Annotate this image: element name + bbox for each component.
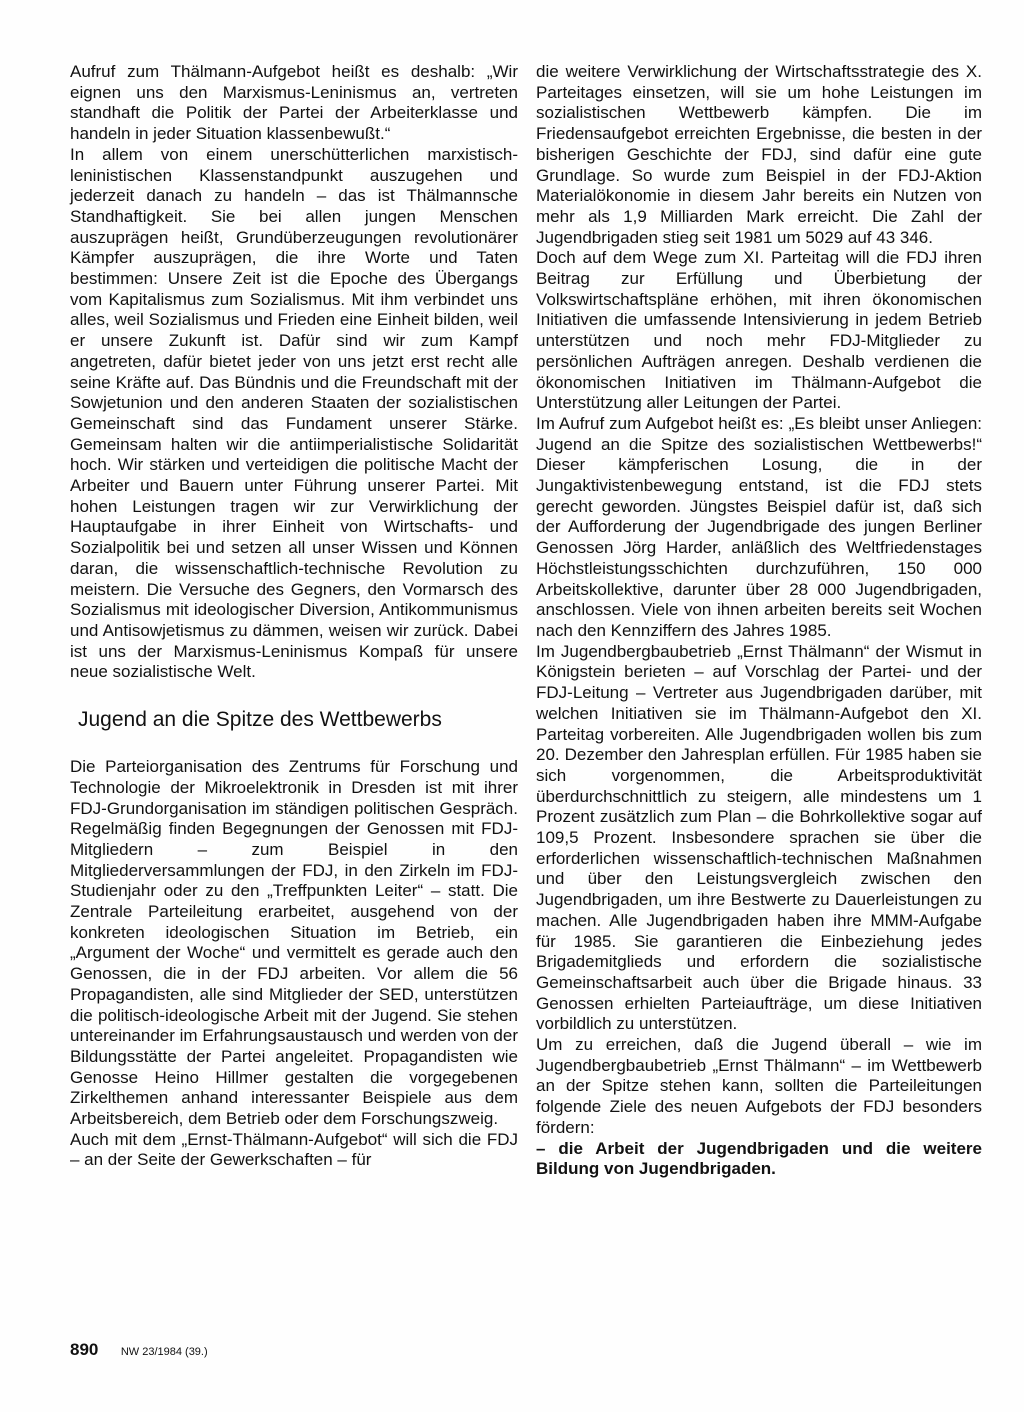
page-footer [70,1340,208,1360]
paragraph: Aufruf zum Thälmann-Aufgebot heißt es deshalb: „Wir eignen uns den Marxismus-Leninismus an, vertreten standhaft die Politik der Partei der Arbeiterklasse und handeln in jeder Situation klassenbewußt.“ [70,62,518,144]
right-column [536,62,982,1180]
paragraph: Die Parteiorganisation des Zentrums für Forschung und Technologie der Mikroelektronik in Dresden ist mit ihrer FDJ-Grundorganisation im ständigen politischen Gespräch. Regelmäßig finden Begegnungen der Genossen mit FDJ-Mitgliedern – zum Beispiel in den Mitgliederversammlungen der FDJ, in den Zirkeln im FDJ-Studienjahr oder zu den „Treffpunkten Leiter“ – statt. Die Zentrale Parteileitung erarbeitet, ausgehend von der konkreten ideologischen Situation im Betrieb, ein „Argument der Woche“ und vermittelt es gerade auch den Genossen, die in der FDJ arbeiten. Vor allem die 56 Propagandisten, alle sind Mitglieder der SED, unterstützen die politisch-ideologische Arbeit mit der Jugend. Sie stehen untereinander im Erfahrungsaustausch und werden von der Bildungsstätte der Partei angeleitet. Propagandisten wie Genosse Heino Hillmer gestalten die vorgegebenen Zirkelthemen anhand interessanter Beispiele aus dem Arbeitsbereich, dem Betrieb oder dem Forschungszweig. [70,757,518,1129]
paragraph: Auch mit dem „Ernst-Thälmann-Aufgebot“ will sich die FDJ – an der Seite der Gewerkschaften – für [70,1129,518,1170]
paragraph: die weitere Verwirklichung der Wirtschaftsstrategie des X. Parteitages einsetzen, will sie um hohe Leistungen im sozialistischen Wettbewerb kämpfen. Die im Friedensaufgebot erreichten Ergebnisse, die besten in der bisherigen Geschichte der FDJ, sind dafür eine gute Grundlage. So wurde zum Beispiel in der FDJ-Aktion Materialökonomie in diesem Jahr bereits ein Nutzen von mehr als 1,9 Milliarden Mark erreicht. Die Zahl der Jugendbrigaden stieg seit 1981 um 5029 auf 43 346. [536,62,982,247]
bold-list-item: – die Arbeit der Jugendbrigaden und die weitere Bildung von Jugendbrigaden. [536,1138,982,1179]
paragraph: Doch auf dem Wege zum XI. Parteitag will die FDJ ihren Beitrag zur Erfüllung und Überbietung der Volkswirtschaftspläne erhöhen, mit ihren ökonomischen Initiativen die umfassende Intensivierung in jedem Betrieb unterstützen und noch mehr FDJ-Mitglieder zu persönlichen Aufträgen anregen. Deshalb verdienen die ökonomischen Initiativen im Thälmann-Aufgebot die Unterstützung aller Leitungen der Partei. [536,248,982,413]
paragraph: Im Aufruf zum Aufgebot heißt es: „Es bleibt unser Anliegen: Jugend an die Spitze des sozialistischen Wettbewerbs!“ Dieser kämpferischen Losung, die in der Jungaktivistenbewegung entstand, ist die FDJ stets gerecht geworden. Jüngstes Beispiel dafür ist, daß sich der Aufforderung der Jugendbrigade des jungen Berliner Genossen Jörg Harder, anläßlich des Weltfriedenstages Höchstleistungsschichten durchzuführen, 150 000 Arbeitskollektive, darunter über 28 000 Jugendbrigaden, anschlossen. Viele von ihnen arbeiten bereits seit Wochen nach den Kennziffern des Jahres 1985. [536,413,982,640]
issue-reference: NW 23/1984 (39.) [120,1346,208,1358]
left-column [70,62,518,1171]
paragraph: In allem von einem unerschütterlichen marxistisch-leninistischen Klassenstandpunkt auszugehen und jederzeit danach zu handeln – das ist Thälmannsche Standhaftigkeit. Sie bei allen jungen Menschen auszuprägen heißt, Grundüberzeugungen revolutionärer Kämpfer auszuprägen, die ihre Worte und Taten bestimmen: Unsere Zeit ist die Epoche des Übergangs vom Kapitalismus zum Sozialismus. Mit ihm verbindet uns alles, weil Sozialismus und Frieden eine Einheit bilden, weil er unsere Zukunft ist. Dafür sind wir zum Kampf angetreten, dafür bietet jeder von uns jetzt erst recht alle seine Kräfte auf. Das Bündnis und die Freundschaft mit der Sowjetunion und den anderen Staaten der sozialistischen Gemeinschaft sind das Fundament unserer Stärke. Gemeinsam halten wir die antiimperialistische Solidarität hoch. Wir stärken und verteidigen die politische Macht der Arbeiter und Bauern unter Führung unserer Partei. Mit hohen Leistungen tragen wir zur Verwirklichung der Hauptaufgabe in ihrer Einheit von Wirtschafts- und Sozialpolitik bei und setzen all unser Wissen und Können daran, die wissenschaftlich-technische Revolution zu meistern. Die Versuche des Gegners, den Vormarsch des Sozialismus mit ideologischer Diversion, Antikommunismus und Antisowjetismus zu dämmen, weisen wir zurück. Dabei ist uns der Marxismus-Leninismus Kompaß für unsere neue sozialistische Welt. [70,144,518,682]
paragraph: Um zu erreichen, daß die Jugend überall – wie im Jugendbergbaubetrieb „Ernst Thälmann“ – im Wettbewerb an der Spitze stehen kann, sollten die Parteileitungen folgende Ziele des neuen Aufgebots der FDJ besonders fördern: [536,1035,982,1137]
paragraph: Im Jugendbergbaubetrieb „Ernst Thälmann“ der Wismut in Königstein berieten – auf Vorschlag der Partei- und der FDJ-Leitung – Vertreter aus Jugendbrigaden darüber, mit welchen Initiativen sie im Thälmann-Aufgebot den XI. Parteitag vorbereiten. Alle Jugendbrigaden wollen bis zum 20. Dezember den Jahresplan erfüllen. Für 1985 haben sie sich vorgenommen, die Arbeitsproduktivität überdurchschnittlich zu steigern, alle mindestens um 1 Prozent zusätzlich zum Plan – die Bohrkollektive sogar auf 109,5 Prozent. Insbesondere sprachen sie über die erforderlichen wissenschaftlich-technischen Maßnahmen und über den Leistungsvergleich zwischen den Jugendbrigaden, um ihre Bestwerte zu Dauerleistungen zu machen. Alle Jugendbrigaden haben ihre MMM-Aufgabe für 1985. Sie garantieren die Einbeziehung jedes Brigademitglieds und erfordern die sozialistische Gemeinschaftsarbeit auch über die Brigade hinaus. 33 Genossen erhielten Parteiaufträge, um diese Initiativen vorbildlich zu unterstützen. [536,641,982,1034]
section-heading: Jugend an die Spitze des Wettbewerbs [78,708,442,732]
page-number: 890 [70,1340,99,1359]
